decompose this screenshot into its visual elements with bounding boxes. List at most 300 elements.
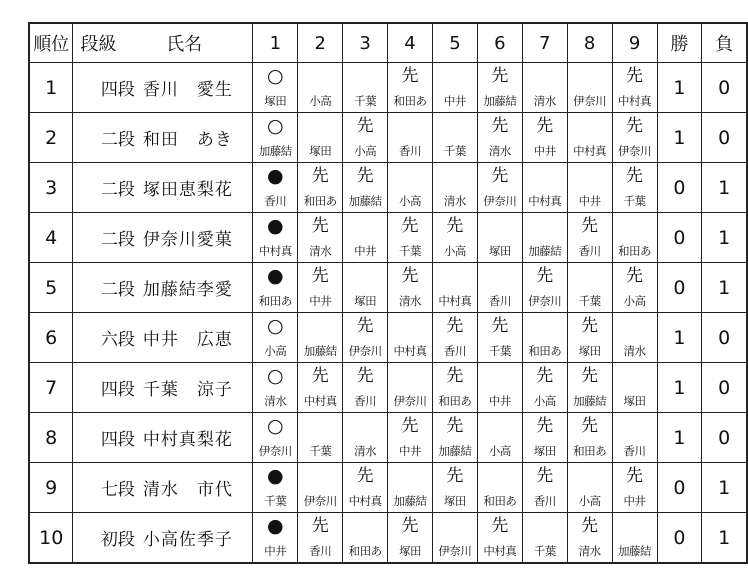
round-mark xyxy=(523,216,567,236)
win-count: 0 xyxy=(657,163,702,213)
opponent-name: 清水 xyxy=(354,444,377,458)
round-mark xyxy=(523,166,567,186)
round-cell xyxy=(298,363,343,413)
opponent-name: 加藤結 xyxy=(573,394,607,408)
player-name: 塚田恵梨花 xyxy=(142,180,233,200)
opponent-name: 千葉 xyxy=(443,144,466,158)
round-mark xyxy=(613,216,657,236)
opponent-name: 中井 xyxy=(443,94,466,108)
header-round: 1 xyxy=(253,23,298,63)
table-row xyxy=(29,213,747,263)
round-cell xyxy=(567,513,612,564)
table-row xyxy=(29,413,747,463)
opponent-name: 伊奈川 xyxy=(483,194,517,208)
opponent-name: 伊奈川 xyxy=(528,294,562,308)
round-mark xyxy=(343,216,387,236)
rank-cell: 8 xyxy=(29,413,73,463)
opponent-name: 香川 xyxy=(533,494,556,508)
dan-label: 二段 xyxy=(100,130,135,150)
win-count: 1 xyxy=(657,113,702,163)
header-rank: 順位 xyxy=(29,23,73,63)
round-cell xyxy=(567,263,612,313)
opponent-name: 伊奈川 xyxy=(393,394,427,408)
player-name: 香川 愛生 xyxy=(142,80,233,100)
opponent-name: 和田あ xyxy=(618,244,652,258)
header-round: 7 xyxy=(522,23,567,63)
win-count: 1 xyxy=(657,413,702,463)
opponent-name: 香川 xyxy=(488,294,511,308)
round-mark xyxy=(433,516,477,536)
round-cell xyxy=(522,263,567,313)
dan-label: 四段 xyxy=(100,380,135,400)
header-round: 2 xyxy=(298,23,343,63)
round-cell xyxy=(432,263,477,313)
round-cell xyxy=(388,113,433,163)
header-dan: 段級 xyxy=(80,34,117,55)
opponent-name: 加藤結 xyxy=(393,494,427,508)
round-cell xyxy=(343,463,388,513)
opponent-name: 小高 xyxy=(309,94,332,108)
opponent-name: 香川 xyxy=(354,394,377,408)
round-mark xyxy=(568,266,612,286)
round-cell xyxy=(253,63,298,113)
round-mark: 先 xyxy=(401,416,419,436)
opponent-name: 千葉 xyxy=(309,444,332,458)
opponent-name: 中井 xyxy=(488,394,511,408)
round-mark xyxy=(343,416,387,436)
round-mark xyxy=(613,366,657,386)
dan-label: 二段 xyxy=(100,230,135,250)
opponent-name: 清水 xyxy=(399,294,422,308)
opponent-name: 千葉 xyxy=(578,294,601,308)
opponent-name: 中村真 xyxy=(528,194,562,208)
round-mark xyxy=(298,316,342,336)
round-cell xyxy=(432,163,477,213)
opponent-name: 中井 xyxy=(533,144,556,158)
opponent-name: 小高 xyxy=(264,344,287,358)
round-mark xyxy=(523,66,567,86)
header-loss: 負 xyxy=(702,23,747,63)
round-mark: 先 xyxy=(581,416,599,436)
opponent-name: 香川 xyxy=(264,194,287,208)
round-cell xyxy=(388,263,433,313)
round-cell xyxy=(522,113,567,163)
header-round: 3 xyxy=(343,23,388,63)
opponent-name: 香川 xyxy=(443,344,466,358)
round-mark: 先 xyxy=(356,166,374,186)
round-cell xyxy=(253,363,298,413)
round-mark: 先 xyxy=(356,366,374,386)
opponent-name: 千葉 xyxy=(488,344,511,358)
opponent-name: 千葉 xyxy=(399,244,422,258)
round-mark xyxy=(478,416,522,436)
opponent-name: 中村真 xyxy=(348,494,382,508)
round-cell xyxy=(612,213,657,263)
rank-cell: 7 xyxy=(29,363,73,413)
round-cell xyxy=(253,313,298,363)
round-cell xyxy=(343,63,388,113)
opponent-name: 清水 xyxy=(578,544,601,558)
header-name: 氏名 xyxy=(166,34,203,55)
round-cell xyxy=(612,363,657,413)
round-cell xyxy=(343,363,388,413)
win-count: 1 xyxy=(657,63,702,113)
round-cell xyxy=(298,513,343,564)
win-count: 1 xyxy=(657,363,702,413)
round-mark xyxy=(388,366,432,386)
opponent-name: 中井 xyxy=(264,544,287,558)
player-name: 清水 市代 xyxy=(142,480,233,500)
opponent-name: 中村真 xyxy=(393,344,427,358)
rank-cell: 6 xyxy=(29,313,73,363)
opponent-name: 加藤結 xyxy=(258,144,292,158)
dan-label: 初段 xyxy=(100,530,135,550)
header-round: 5 xyxy=(432,23,477,63)
opponent-name: 和田あ xyxy=(258,294,292,308)
round-cell xyxy=(567,463,612,513)
loss-count: 1 xyxy=(702,163,747,213)
round-cell xyxy=(432,63,477,113)
round-cell xyxy=(477,213,522,263)
round-mark: 先 xyxy=(401,216,419,236)
round-mark: 先 xyxy=(311,516,329,536)
opponent-name: 中村真 xyxy=(438,294,472,308)
round-mark xyxy=(568,116,612,136)
loss-count: 0 xyxy=(702,313,747,363)
round-mark xyxy=(388,116,432,136)
round-cell xyxy=(522,63,567,113)
opponent-name: 和田あ xyxy=(348,544,382,558)
dan-label: 六段 xyxy=(100,330,135,350)
round-cell xyxy=(477,263,522,313)
loss-count: 1 xyxy=(702,263,747,313)
dan-label: 七段 xyxy=(100,480,135,500)
opponent-name: 中井 xyxy=(623,494,646,508)
round-mark: 先 xyxy=(491,316,509,336)
round-cell xyxy=(298,63,343,113)
round-mark: 先 xyxy=(311,366,329,386)
player-name: 小高佐季子 xyxy=(142,530,233,550)
opponent-name: 塚田 xyxy=(309,144,332,158)
loss-count: 1 xyxy=(702,463,747,513)
opponent-name: 塚田 xyxy=(443,494,466,508)
round-mark xyxy=(433,66,477,86)
loss-count: 0 xyxy=(702,363,747,413)
round-mark: 先 xyxy=(626,166,644,186)
round-cell xyxy=(253,263,298,313)
round-cell xyxy=(612,163,657,213)
dan-label: 二段 xyxy=(100,180,135,200)
round-mark: 先 xyxy=(356,116,374,136)
player-cell xyxy=(73,163,253,213)
round-mark: 先 xyxy=(491,116,509,136)
round-cell xyxy=(432,513,477,564)
round-mark xyxy=(478,266,522,286)
round-cell xyxy=(253,463,298,513)
round-cell xyxy=(298,213,343,263)
opponent-name: 小高 xyxy=(578,494,601,508)
round-mark: ● xyxy=(267,165,284,187)
header-round: 6 xyxy=(477,23,522,63)
round-mark xyxy=(568,166,612,186)
opponent-name: 塚田 xyxy=(488,244,511,258)
round-cell xyxy=(432,313,477,363)
round-mark xyxy=(433,166,477,186)
round-cell xyxy=(477,463,522,513)
loss-count: 0 xyxy=(702,113,747,163)
round-mark: ○ xyxy=(267,415,284,437)
opponent-name: 塚田 xyxy=(533,444,556,458)
opponent-name: 清水 xyxy=(488,144,511,158)
round-cell xyxy=(432,463,477,513)
opponent-name: 千葉 xyxy=(354,94,377,108)
round-cell xyxy=(388,213,433,263)
round-cell xyxy=(567,113,612,163)
round-mark xyxy=(433,266,477,286)
round-cell xyxy=(477,413,522,463)
round-cell xyxy=(298,113,343,163)
round-cell xyxy=(298,313,343,363)
round-mark: 先 xyxy=(356,316,374,336)
round-mark xyxy=(343,66,387,86)
opponent-name: 加藤結 xyxy=(348,194,382,208)
round-mark xyxy=(388,316,432,336)
opponent-name: 伊奈川 xyxy=(303,494,337,508)
round-mark xyxy=(478,216,522,236)
round-mark: ● xyxy=(267,265,284,287)
round-mark: 先 xyxy=(401,266,419,286)
round-mark xyxy=(343,516,387,536)
opponent-name: 中井 xyxy=(578,194,601,208)
round-cell xyxy=(253,413,298,463)
opponent-name: 小高 xyxy=(533,394,556,408)
table-row xyxy=(29,313,747,363)
round-mark: 先 xyxy=(491,166,509,186)
round-mark: 先 xyxy=(401,66,419,86)
round-mark xyxy=(298,416,342,436)
round-cell xyxy=(388,163,433,213)
round-cell xyxy=(612,513,657,564)
round-cell xyxy=(343,163,388,213)
opponent-name: 塚田 xyxy=(354,294,377,308)
player-cell xyxy=(73,113,253,163)
round-mark xyxy=(388,166,432,186)
win-count: 0 xyxy=(657,513,702,564)
loss-count: 0 xyxy=(702,63,747,113)
opponent-name: 中村真 xyxy=(258,244,292,258)
player-cell xyxy=(73,463,253,513)
header-row xyxy=(29,23,747,63)
table-row xyxy=(29,363,747,413)
player-name: 千葉 涼子 xyxy=(142,380,233,400)
opponent-name: 香川 xyxy=(578,244,601,258)
round-mark xyxy=(298,66,342,86)
opponent-name: 中井 xyxy=(354,244,377,258)
opponent-name: 小高 xyxy=(488,444,511,458)
opponent-name: 和田あ xyxy=(483,494,517,508)
round-mark: 先 xyxy=(626,116,644,136)
opponent-name: 千葉 xyxy=(533,544,556,558)
round-mark: 先 xyxy=(356,466,374,486)
opponent-name: 塚田 xyxy=(399,544,422,558)
player-cell xyxy=(73,263,253,313)
round-mark xyxy=(613,516,657,536)
opponent-name: 伊奈川 xyxy=(348,344,382,358)
round-cell xyxy=(343,413,388,463)
round-cell xyxy=(612,63,657,113)
header-round: 4 xyxy=(388,23,433,63)
opponent-name: 伊奈川 xyxy=(258,444,292,458)
rank-cell: 10 xyxy=(29,513,73,564)
opponent-name: 中村真 xyxy=(573,144,607,158)
header-dan-name xyxy=(73,23,253,63)
round-mark: 先 xyxy=(581,516,599,536)
round-cell xyxy=(567,413,612,463)
player-name: 中村真梨花 xyxy=(142,430,233,450)
round-mark xyxy=(523,516,567,536)
opponent-name: 加藤結 xyxy=(438,444,472,458)
round-mark xyxy=(568,466,612,486)
round-cell xyxy=(298,463,343,513)
round-mark: 先 xyxy=(446,316,464,336)
round-mark: 先 xyxy=(536,466,554,486)
round-mark xyxy=(298,466,342,486)
opponent-name: 和田あ xyxy=(438,394,472,408)
round-mark: 先 xyxy=(626,266,644,286)
opponent-name: 清水 xyxy=(264,394,287,408)
player-cell xyxy=(73,413,253,463)
round-cell xyxy=(388,513,433,564)
round-cell xyxy=(253,513,298,564)
round-cell xyxy=(612,463,657,513)
round-mark: ○ xyxy=(267,315,284,337)
round-mark: 先 xyxy=(626,466,644,486)
opponent-name: 中井 xyxy=(309,294,332,308)
header-win: 勝 xyxy=(657,23,702,63)
round-cell xyxy=(477,113,522,163)
round-cell xyxy=(612,413,657,463)
round-cell xyxy=(388,363,433,413)
round-cell xyxy=(522,513,567,564)
round-cell xyxy=(388,63,433,113)
opponent-name: 加藤結 xyxy=(528,244,562,258)
opponent-name: 清水 xyxy=(443,194,466,208)
opponent-name: 小高 xyxy=(443,244,466,258)
player-name: 伊奈川愛菓 xyxy=(142,230,233,250)
round-mark xyxy=(523,316,567,336)
opponent-name: 香川 xyxy=(309,544,332,558)
table-row xyxy=(29,63,747,113)
round-mark: ● xyxy=(267,515,284,537)
round-cell xyxy=(522,163,567,213)
round-cell xyxy=(253,163,298,213)
player-cell xyxy=(73,513,253,564)
round-mark: 先 xyxy=(491,66,509,86)
table-row xyxy=(29,513,747,564)
opponent-name: 和田あ xyxy=(393,94,427,108)
round-mark: 先 xyxy=(581,216,599,236)
round-cell xyxy=(432,213,477,263)
round-mark xyxy=(613,316,657,336)
round-cell xyxy=(522,313,567,363)
round-cell xyxy=(477,163,522,213)
win-count: 1 xyxy=(657,313,702,363)
round-cell xyxy=(343,263,388,313)
round-cell xyxy=(522,363,567,413)
opponent-name: 加藤結 xyxy=(618,544,652,558)
round-cell xyxy=(522,213,567,263)
opponent-name: 伊奈川 xyxy=(618,144,652,158)
loss-count: 0 xyxy=(702,413,747,463)
round-cell xyxy=(432,413,477,463)
round-cell xyxy=(477,363,522,413)
round-mark: 先 xyxy=(581,366,599,386)
round-cell xyxy=(612,313,657,363)
opponent-name: 清水 xyxy=(309,244,332,258)
opponent-name: 塚田 xyxy=(623,394,646,408)
round-mark: ● xyxy=(267,465,284,487)
opponent-name: 加藤結 xyxy=(303,344,337,358)
round-cell xyxy=(253,113,298,163)
round-cell xyxy=(298,163,343,213)
round-cell xyxy=(477,513,522,564)
round-mark: 先 xyxy=(311,266,329,286)
opponent-name: 中村真 xyxy=(483,544,517,558)
loss-count: 1 xyxy=(702,213,747,263)
round-cell xyxy=(567,363,612,413)
round-cell xyxy=(432,363,477,413)
dan-label: 二段 xyxy=(100,280,135,300)
opponent-name: 和田あ xyxy=(303,194,337,208)
table-row xyxy=(29,113,747,163)
opponent-name: 小高 xyxy=(354,144,377,158)
header-round: 8 xyxy=(567,23,612,63)
opponent-name: 千葉 xyxy=(623,194,646,208)
round-mark: 先 xyxy=(626,66,644,86)
rank-cell: 2 xyxy=(29,113,73,163)
round-cell xyxy=(343,213,388,263)
round-mark: 先 xyxy=(311,216,329,236)
player-name: 和田 あき xyxy=(142,130,233,150)
round-cell xyxy=(522,463,567,513)
round-cell xyxy=(567,213,612,263)
round-mark: 先 xyxy=(311,166,329,186)
opponent-name: 中村真 xyxy=(303,394,337,408)
round-mark xyxy=(478,466,522,486)
round-cell xyxy=(388,413,433,463)
opponent-name: 和田あ xyxy=(528,344,562,358)
opponent-name: 伊奈川 xyxy=(438,544,472,558)
rank-cell: 9 xyxy=(29,463,73,513)
opponent-name: 清水 xyxy=(533,94,556,108)
round-mark xyxy=(613,416,657,436)
round-mark: 先 xyxy=(536,116,554,136)
win-count: 0 xyxy=(657,263,702,313)
table-row xyxy=(29,463,747,513)
opponent-name: 小高 xyxy=(623,294,646,308)
round-mark: 先 xyxy=(536,416,554,436)
round-cell xyxy=(522,413,567,463)
player-name: 加藤結李愛 xyxy=(142,280,233,300)
round-mark: 先 xyxy=(401,516,419,536)
round-mark: ○ xyxy=(267,65,284,87)
round-mark: 先 xyxy=(446,466,464,486)
round-mark: 先 xyxy=(536,266,554,286)
player-name: 中井 広恵 xyxy=(142,330,233,350)
table-row xyxy=(29,263,747,313)
round-mark xyxy=(298,116,342,136)
round-mark xyxy=(433,116,477,136)
